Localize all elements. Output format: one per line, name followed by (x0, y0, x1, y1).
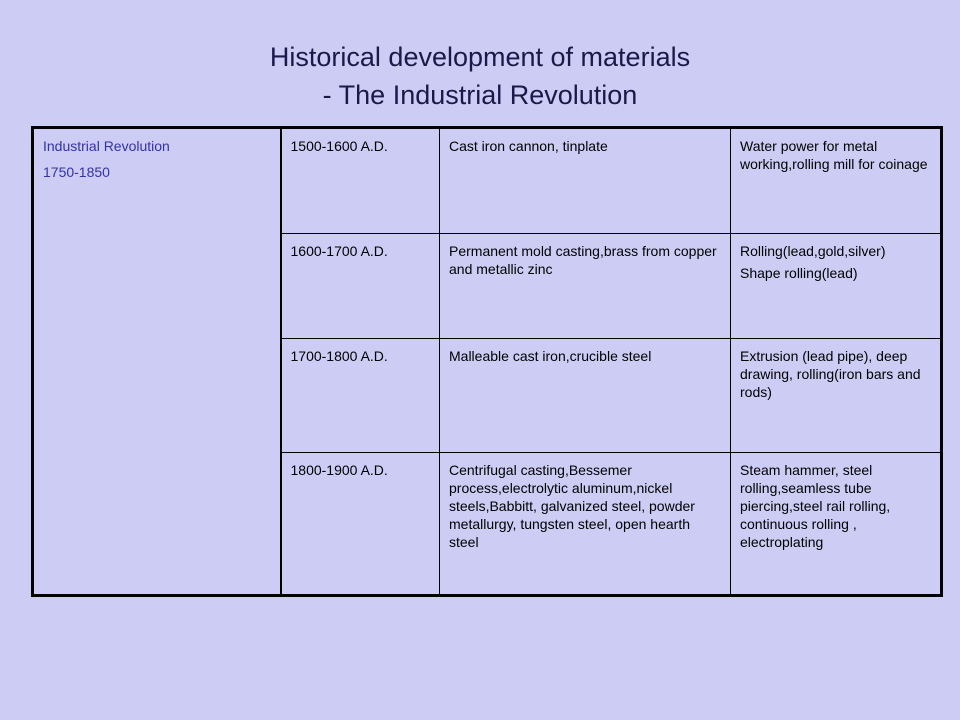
processes-cell (731, 234, 942, 339)
materials-cell: Centrifugal casting,Bessemer process,electrolytic aluminum,nickel steels,Babbitt, galvanized steel, powder metallurgy, tungsten steel, open hearth steel (440, 453, 731, 596)
processes-cell: Extrusion (lead pipe), deep drawing, rolling(iron bars and rods) (731, 339, 942, 453)
era-cell (33, 128, 281, 596)
processes-line: Shape rolling(lead) (740, 265, 858, 281)
period-cell: 1600-1700 A.D. (281, 234, 440, 339)
slide-title-line-1: Historical development of materials (269, 42, 691, 72)
materials-cell: Malleable cast iron,crucible steel (440, 339, 731, 453)
processes-cell: Steam hammer, steel rolling,seamless tube piercing,steel rail rolling, continuous rolling , electroplating (731, 453, 942, 596)
processes-line: Rolling(lead,gold,silver) (740, 243, 886, 259)
materials-cell: Permanent mold casting,brass from copper and metallic zinc (440, 234, 731, 339)
table-row (33, 128, 942, 234)
period-cell: 1500-1600 A.D. (281, 128, 440, 234)
materials-history-table (31, 126, 943, 597)
materials-cell: Cast iron cannon, tinplate (440, 128, 731, 234)
period-cell: 1700-1800 A.D. (281, 339, 440, 453)
slide-title (0, 38, 960, 114)
era-name: Industrial Revolution (43, 138, 170, 154)
period-cell: 1800-1900 A.D. (281, 453, 440, 596)
era-years: 1750-1850 (43, 164, 110, 180)
processes-cell: Water power for metal working,rolling mill for coinage (731, 128, 942, 234)
slide-title-line-2: - The Industrial Revolution (322, 80, 638, 110)
